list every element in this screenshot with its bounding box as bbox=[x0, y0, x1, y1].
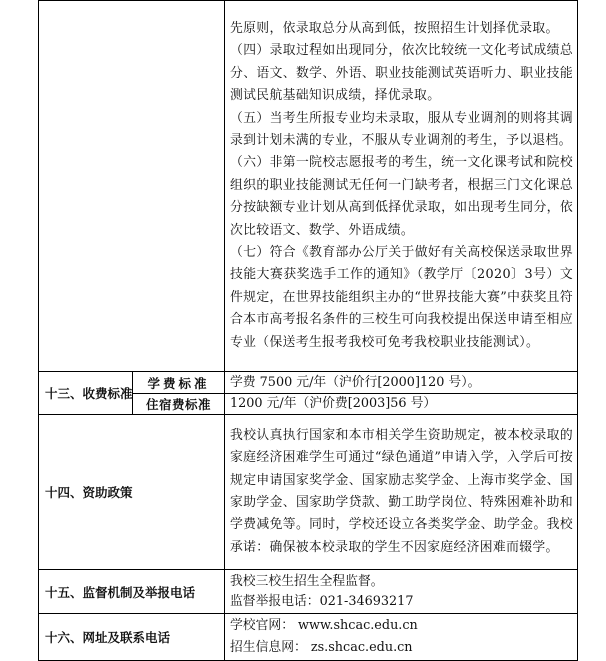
admission-rule-paragraph: （七）符合《教育部办公厅关于做好有关高校保送录取世界技能大赛获奖选手工作的通知》（教学厅〔2020〕3号）文件规定，在世界技能组织主办的“世界技能大赛”中获奖且符合本市高考报名条件的三校生可向我校提出保送申请至相应专业（保送考生报考我校可免考我校职业技能测试）。 bbox=[230, 245, 573, 350]
school-website: 学校官网： www.shcac.edu.cn bbox=[230, 618, 418, 633]
contact-section-label: 十六、网址及联系电话 bbox=[39, 614, 225, 661]
lodging-label: 住宿费标准 bbox=[133, 394, 225, 415]
contact-cell bbox=[225, 614, 578, 661]
tuition-value: 学费 7500 元/年（沪价行[2000]120 号）。 bbox=[225, 372, 578, 394]
admission-info-table bbox=[38, 0, 578, 661]
contact-row bbox=[39, 614, 578, 661]
aid-text-cell bbox=[225, 415, 578, 570]
supervision-section-label: 十五、监督机制及举报电话 bbox=[39, 570, 225, 614]
admission-rule-paragraph: （四）录取过程如出现同分，依次比较统一文化考试成绩总分、语文、数学、外语、职业技能测试英语听力、职业技能测试民航基础知识成绩，择优录取。 bbox=[230, 43, 573, 104]
admission-continued-row bbox=[39, 1, 578, 372]
admission-rule-paragraph: （六）非第一院校志愿报考的考生，统一文化课考试和院校组织的职业技能测试无任何一门缺考者，根据三门文化课总分按缺额专业计划从高到低择优录取，如出现考生同分，依次比较语文、数学、外语成绩。 bbox=[230, 155, 573, 238]
fees-section-label: 十三、收费标准 bbox=[39, 372, 133, 415]
fees-tuition-row bbox=[39, 372, 578, 394]
tuition-label: 学费标准 bbox=[133, 372, 225, 394]
aid-section-label: 十四、资助政策 bbox=[39, 415, 225, 570]
admission-website: 招生信息网： zs.shcac.edu.cn bbox=[230, 640, 413, 655]
supervision-phone: 监督举报电话：021-34693217 bbox=[230, 593, 414, 609]
admission-rule-paragraph: （五）当考生所报专业均未录取，服从专业调剂的则将其调录到计划未满的专业，不服从专业调剂的考生，予以退档。 bbox=[230, 110, 573, 148]
supervision-cell bbox=[225, 570, 578, 614]
lodging-value: 1200 元/年（沪价费[2003]56 号） bbox=[225, 394, 578, 415]
supervision-row bbox=[39, 570, 578, 614]
admission-rule-paragraph: 先原则，依录取总分从高到低，按照招生计划择优录取。 bbox=[230, 20, 559, 36]
aid-text: 我校认真执行国家和本市相关学生资助规定，被本校录取的家庭经济困难学生可通过“绿色通道”申请入学，入学后可按规定申请国家奖学金、国家励志奖学金、上海市奖学金、国家助学金、国家助学贷款、勤工助学岗位、特殊困难补助和学费减免等。同时，学校还设立各类奖学金、助学金。我校承诺：确保被本校录取的学生不因家庭经济困难而辍学。 bbox=[230, 427, 573, 555]
blank-label-cell bbox=[39, 1, 225, 372]
supervision-statement: 我校三校生招生全程监督。 bbox=[230, 573, 384, 589]
aid-row bbox=[39, 415, 578, 570]
admission-rules-cell bbox=[225, 1, 578, 372]
